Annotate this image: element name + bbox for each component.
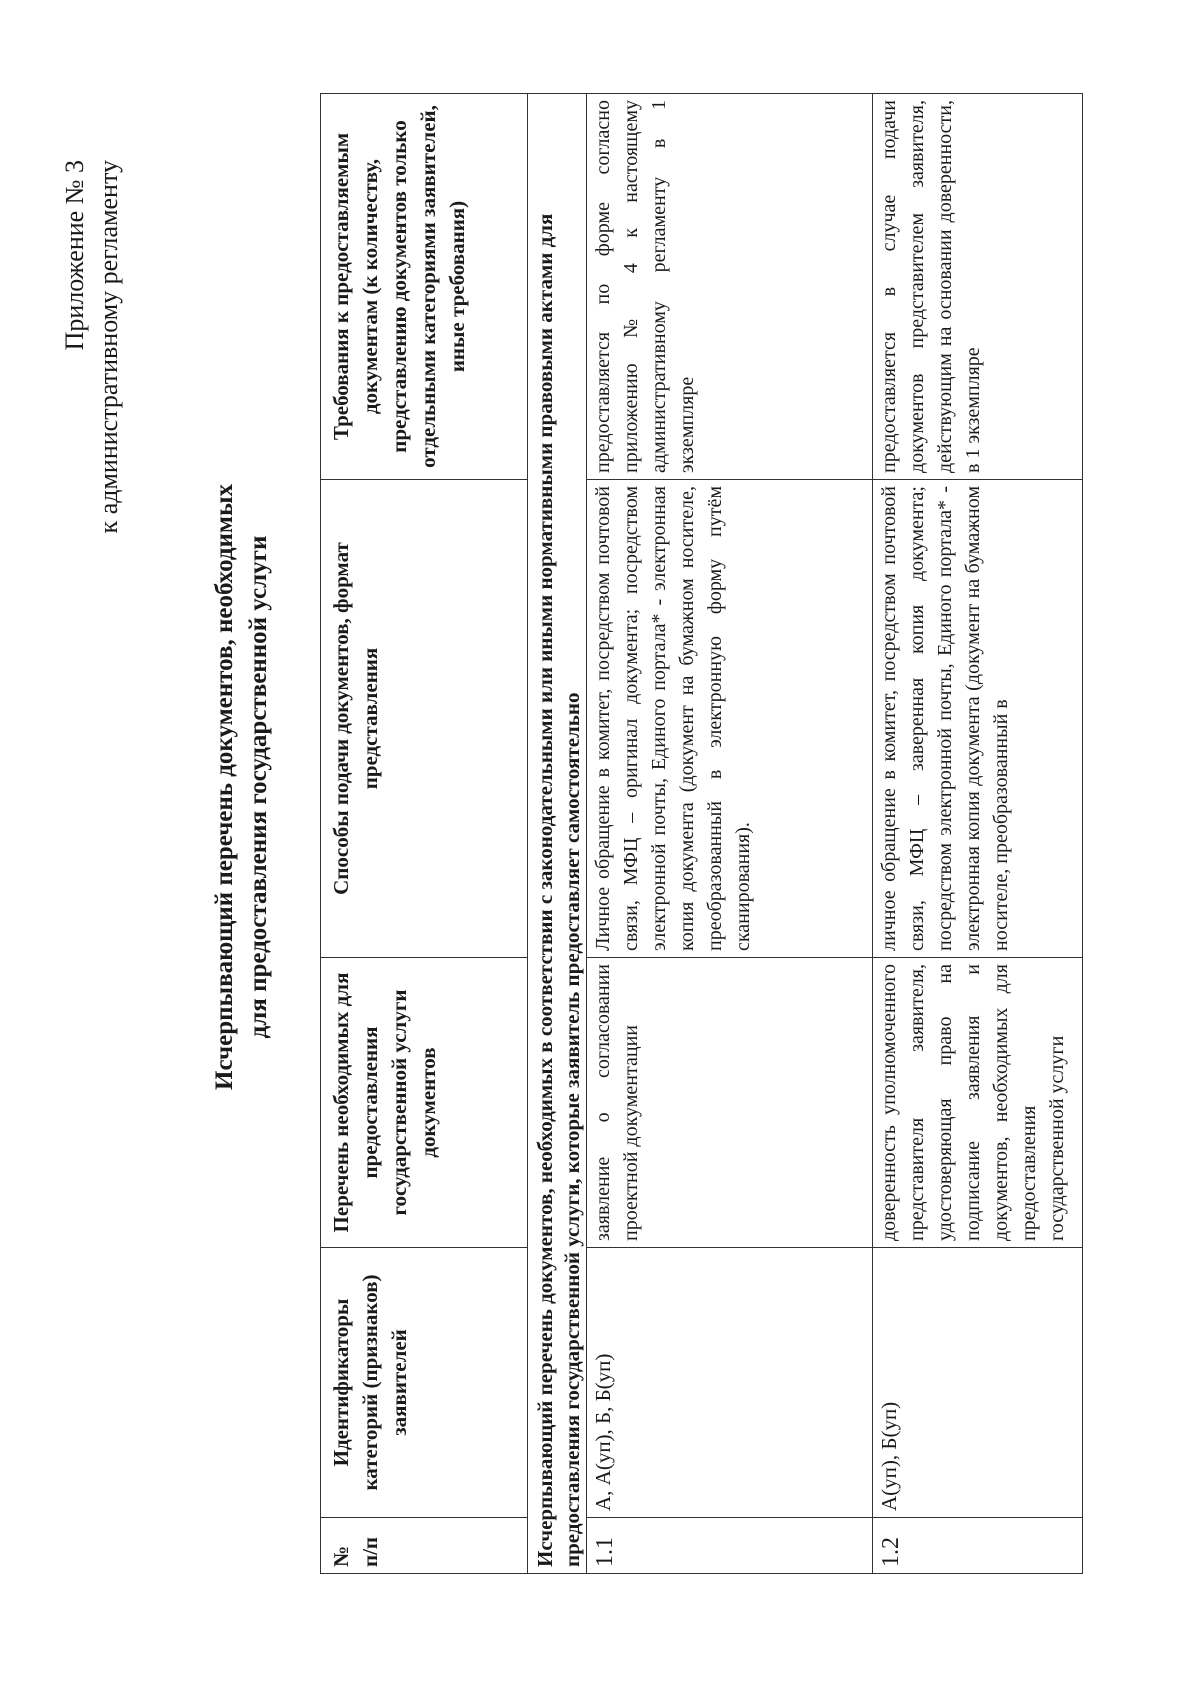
title-line-2: для предоставления государственной услуги [245, 535, 272, 1039]
table-row [873, 94, 1083, 1574]
column-header-number: № п/п [321, 1518, 528, 1574]
appendix-number: Приложение № 3 [60, 160, 89, 351]
row-requirements: предоставляется в случае подачи документов представителем заявителя, действующим на основании доверенности, в 1 экземпляре [873, 94, 1083, 480]
row-methods: личное обращение в комитет, посредством почтовой связи, МФЦ – заверенная копия документа; посредством электронной почты, Единого портала* - электронная копия документа (документ на бумажном носителе, преобразованный в [873, 480, 1083, 958]
row-categories: А(уп), Б(уп) [873, 1248, 1083, 1518]
row-document: доверенность уполномоченного представителя заявителя, удостоверяющая право на подписание заявления и документов, необходимых для предоставления государственной услуги [873, 958, 1083, 1248]
document-title [208, 0, 276, 1577]
title-line-1: Исчерпывающий перечень документов, необходимых [211, 484, 238, 1090]
row-categories: А, А(уп), Б, Б(уп) [587, 1248, 873, 1518]
column-header-requirements: Требования к предоставляемым документам (к количеству, представлению документов только отдельными категориями заявителей, иные требования) [321, 94, 528, 480]
row-document: заявление о согласовании проектной документации [587, 958, 873, 1248]
row-methods: Личное обращение в комитет, посредством почтовой связи, МФЦ – оригинал документа; посредством электронной почты, Единого портала* - электронная копия документа (документ на бумажном носителе, преобразованный в электронную форму путём сканирования). [587, 480, 873, 958]
appendix-reference: к административному регламенту [94, 160, 123, 534]
row-requirements: предоставляется по форме согласно приложению № 4 к настоящему административному регламенту в 1 экземпляре [587, 94, 873, 480]
table-header-row [321, 94, 528, 1574]
column-header-documents: Перечень необходимых для предоставления государственной услуги документов [321, 958, 528, 1248]
column-header-categories: Идентификаторы категорий (признаков) заявителей [321, 1248, 528, 1518]
section-title: Исчерпывающий перечень документов, необходимых в соответствии с законодательными или иными нормативными правовыми актами для предоставления государственной услуги, которые заявитель предоставляет самостоятельно [528, 94, 587, 1574]
table-row [587, 94, 873, 1574]
row-number: 1.2 [873, 1518, 1083, 1574]
row-number: 1.1 [587, 1518, 873, 1574]
section-row [528, 94, 587, 1574]
column-header-methods: Способы подачи документов, формат представления [321, 480, 528, 958]
appendix-note [58, 160, 126, 533]
documents-table [320, 93, 1083, 1574]
